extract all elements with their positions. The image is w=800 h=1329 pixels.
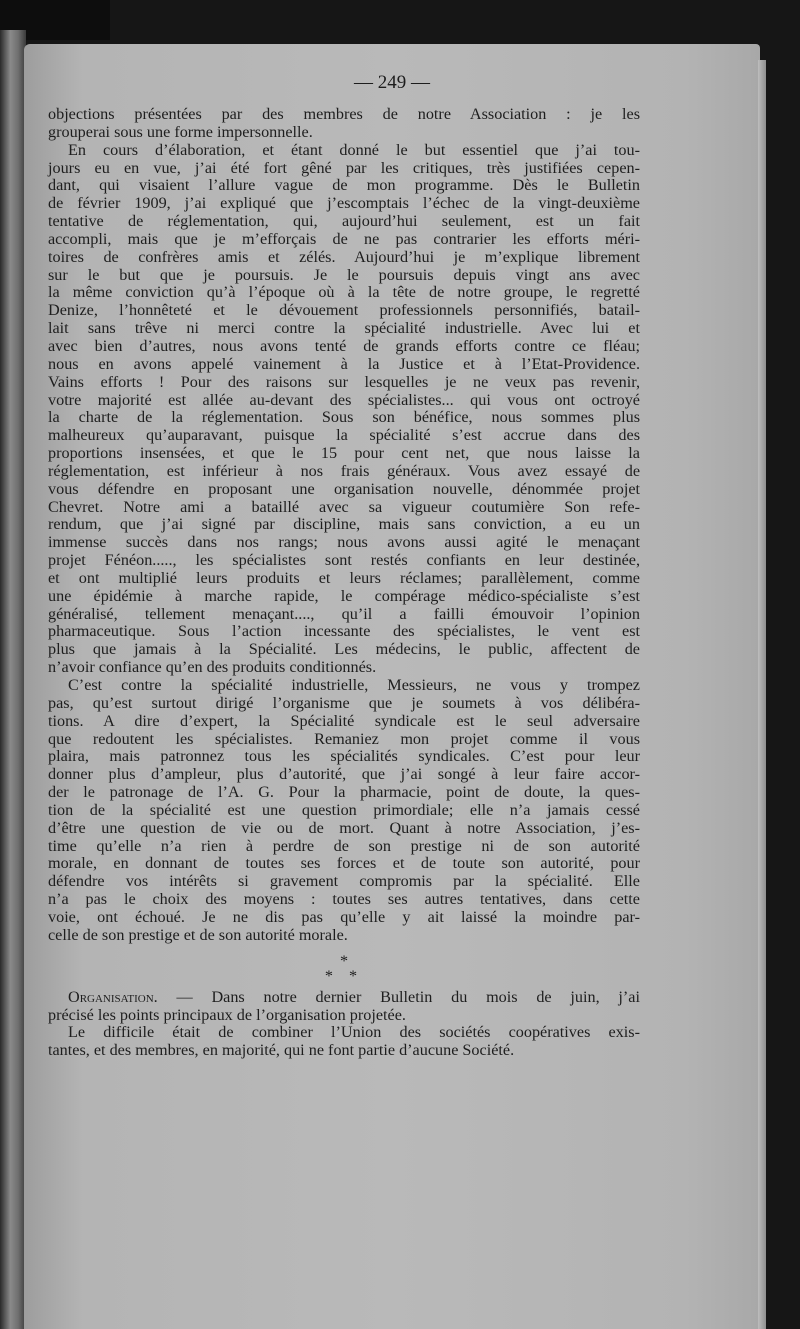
text-line: tions. A dire d’expert, la Spécialité syndicale est le seul adversaire	[48, 711, 640, 730]
text-line: celle de son prestige et de son autorité morale.	[48, 925, 348, 944]
text-line: Denize, l’honnêteté et le dévouement professionnels personnifiés, batail-	[48, 301, 640, 320]
text-line: la même conviction qu’à l’époque où à la tête de notre groupe, le regretté	[48, 283, 640, 302]
text-line: de février 1909, j’ai expliqué que j’escomptais l’échec de la vingt-deuxième	[48, 194, 640, 213]
text-line: projet Fénéon....., les spécialistes sont restés confiants en leur destinée,	[48, 551, 640, 570]
left-page-edge	[0, 30, 26, 1329]
text-line: n’avoir confiance qu’en des produits conditionnés.	[48, 658, 377, 677]
text-line: d’être une question de vie ou de mort. Quant à notre Association, j’es-	[48, 818, 640, 837]
text-line: malheureux qu’auparavant, puisque la spécialité s’est accrue dans des	[48, 426, 640, 445]
text-line: la charte de la réglementation. Sous son bénéfice, nous sommes plus	[48, 408, 640, 427]
text-line: une épidémie à marche rapide, le compérage médico-spécialiste s’est	[48, 586, 640, 605]
asterism-top: *	[339, 951, 349, 970]
text-line: accompli, mais que je m’efforçais de ne pas contrarier les efforts méri-	[48, 229, 640, 248]
section-heading: Organisation.	[68, 987, 158, 1006]
text-line: défendre vos intérêts si gravement compromis par la spécialité. Elle	[48, 872, 640, 891]
text-line: tion de la spécialité est une question primordiale; elle n’a jamais cessé	[48, 800, 640, 819]
asterism	[48, 953, 640, 989]
book-page	[24, 44, 760, 1329]
page-number: — 249 —	[354, 72, 430, 93]
text-line: toires de confrères amis et zélés. Aujourd’hui je m’explique librement	[48, 247, 640, 266]
text-line: dant, qui visaient l’allure vague de mon programme. Dès le Bulletin	[48, 176, 640, 195]
text-line: votre majorité est allée au-devant des spécialistes... qui vous ont octroyé	[48, 390, 640, 409]
text-line: morale, en donnant de toutes ses forces et de toute son autorité, pour	[48, 854, 640, 873]
text-line: avec bien d’autres, nous avons tenté de grands efforts contre ce fléau;	[48, 336, 640, 355]
text-line: Chevret. Notre ami a bataillé avec sa vigueur coutumière Son refe-	[48, 497, 640, 516]
page-right-edge	[758, 60, 766, 1329]
asterism-bottom: * *	[324, 966, 364, 985]
text-line: der le patronage de l’A. G. Pour la pharmacie, point de doute, la ques-	[48, 783, 640, 802]
text-line: rendum, que j’ai signé par discipline, mais sans conviction, a eu un	[48, 515, 640, 534]
body-text	[48, 106, 640, 1060]
text-line: généralisé, tellement menaçant...., qu’il a failli émouvoir l’opinion	[48, 604, 640, 623]
text-line: réglementation, est inférieur à nos frais généraux. Vous avez essayé de	[48, 461, 640, 480]
text-line: voie, ont échoué. Je ne dis pas qu’elle y ait laissé la moindre par-	[48, 907, 640, 926]
text-line: C’est contre la spécialité industrielle, Messieurs, ne vous y trompez	[68, 676, 640, 694]
text-line: pas, qu’est surtout dirigé l’organisme que je soumets à vos délibéra-	[48, 693, 640, 712]
text-line: et ont multiplié leurs produits et leurs réclames; parallèlement, comme	[48, 568, 640, 587]
text-line: proportions insensées, et que le 15 pour cent net, que nous laisse la	[48, 444, 640, 463]
text-line: plus que jamais à la Spécialité. Les médecins, le public, affectent de	[48, 640, 640, 659]
section-line: Le difficile était de combiner l’Union des sociétés coopératives exis-	[68, 1023, 640, 1042]
text-line: time qu’elle n’a rien à perdre de son prestige ni de son autorité	[48, 836, 640, 855]
text-line: plaira, mais patronnez tous les spécialités syndicales. C’est pour leur	[48, 747, 640, 766]
section-line: précisé les points principaux de l’organisation projetée.	[48, 1005, 406, 1024]
text-line: sur le but que je poursuis. Je le poursuis depuis vingt ans avec	[48, 265, 640, 284]
section-line: — Dans notre dernier Bulletin du mois de juin, j’ai	[157, 987, 640, 1006]
text-line: lait sans trêve ni merci contre la spécialité industrielle. Avec lui et	[48, 319, 640, 338]
text-line: pharmaceutique. Sous l’action incessante des spécialistes, le vent est	[48, 622, 640, 641]
text-line: donner plus d’ampleur, plus d’autorité, que j’ai songé à leur faire accor-	[48, 765, 640, 784]
text-line: grouperai sous une forme impersonnelle.	[48, 122, 313, 141]
text-line: n’a pas le choix des moyens : toutes ses autres tentatives, dans cette	[48, 890, 640, 909]
section-line: tantes, et des membres, en majorité, qui ne font partie d’aucune Société.	[48, 1041, 515, 1060]
text-line: vous défendre en proposant une organisation nouvelle, dénommée projet	[48, 479, 640, 498]
section-first-line	[48, 989, 640, 1007]
text-line: jours eu en vue, j’ai été fort gêné par les critiques, très justifiées cepen-	[48, 158, 640, 177]
text-line: immense succès dans nos rangs; nous avons aussi agité le menaçant	[48, 533, 640, 552]
text-line: nous en avons appelé vainement à la Justice et à l’Etat-Providence.	[48, 354, 640, 373]
text-line: objections présentées par des membres de notre Association : je les	[48, 105, 640, 123]
text-line: En cours d’élaboration, et étant donné le but essentiel que j’ai tou-	[68, 140, 640, 159]
text-line: tentative de réglementation, qui, aujourd’hui seulement, est un fait	[48, 212, 640, 231]
text-line: Vains efforts ! Pour des raisons sur lesquelles je ne veux pas revenir,	[48, 372, 640, 391]
text-line: que redoutent les spécialistes. Remaniez mon projet comme il vous	[48, 729, 640, 748]
